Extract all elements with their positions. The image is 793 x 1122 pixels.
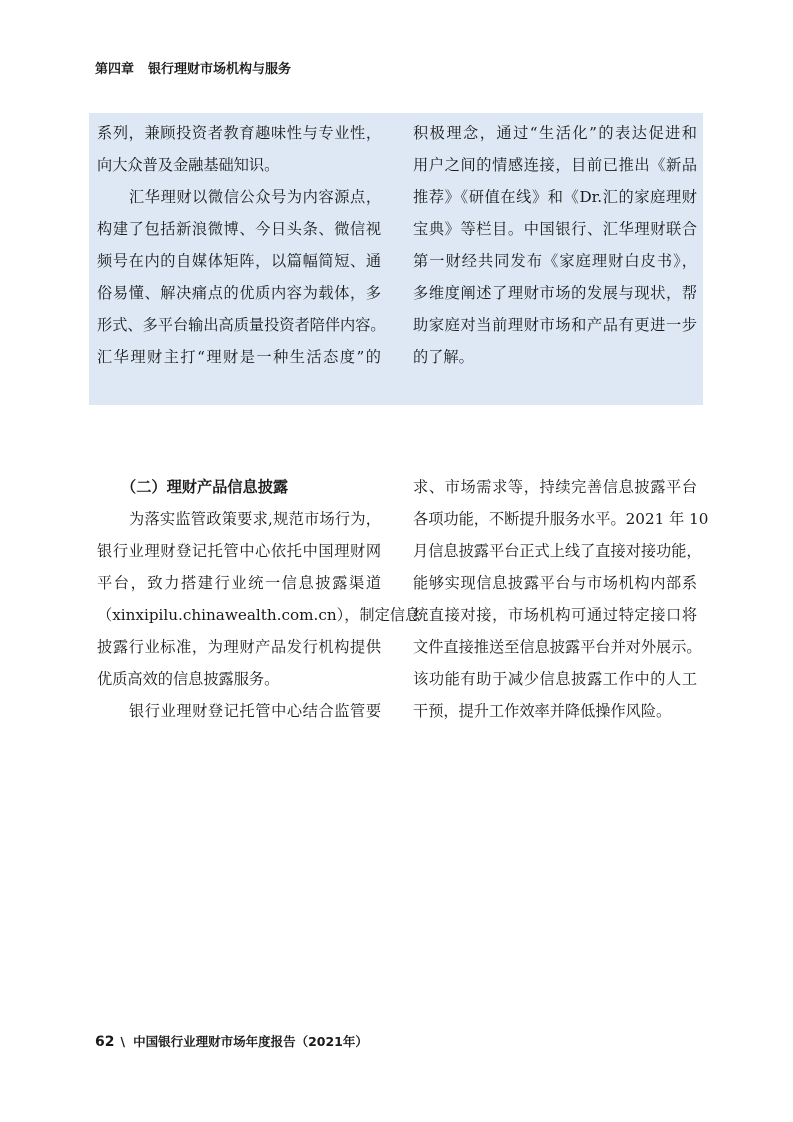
text-line: 文件直接推送至信息披露平台并对外展示。 [413,638,702,656]
text-line: 披露行业标准，为理财产品发行机构提供 [97,638,381,656]
text-line: 第一财经共同发布《家庭理财白皮书》， [413,252,697,270]
section-right-column [413,471,709,727]
page-footer [95,1032,368,1050]
text-line: 推荐》《研值在线》和《Dr.汇的家庭理财 [413,188,697,206]
text-line: 该功能有助于减少信息披露工作中的人工 [413,670,697,688]
text-line: 能够实现信息披露平台与市场机构内部系 [413,574,697,592]
text-line: 用户之间的情感连接，目前已推出《新品 [413,156,697,174]
chapter-label: 第四章 [95,62,135,77]
page-number: 62 [95,1034,115,1050]
text-line: 优质高效的信息披露服务。 [97,670,280,688]
text-line: 宝典》等栏目。中国银行、汇华理财联合 [413,220,697,238]
text-line: 银行业理财登记托管中心依托中国理财网 [97,542,381,560]
text-line: 的了解。 [413,348,474,366]
text-line: 银行业理财登记托管中心结合监管要 [129,702,381,720]
text-line: 俗易懂、解决痛点的优质内容为载体，多 [97,284,381,302]
section-left-column [97,471,421,727]
footer-separator: \ [120,1034,126,1049]
text-line: 形式、多平台输出高质量投资者陪伴内容。 [97,316,386,334]
running-header [95,58,291,77]
text-line: 为落实监管政策要求,规范市场行为， [129,510,381,528]
text-line: 平台，致力搭建行业统一信息披露渠道 [97,574,381,592]
text-line: 系列，兼顾投资者教育趣味性与专业性， [97,124,381,142]
section-heading: （二）理财产品信息披露 [121,478,289,496]
text-line: 频号在内的自媒体矩阵，以篇幅简短、通 [97,252,381,270]
text-line: 求、市场需求等，持续完善信息披露平台 [413,478,697,496]
text-line: 向大众普及金融基础知识。 [97,156,280,174]
text-line: 助家庭对当前理财市场和产品有更进一步 [413,316,697,334]
text-line: 多维度阐述了理财市场的发展与现状，帮 [413,284,697,302]
text-line: 汇华理财以微信公众号为内容源点， [129,188,381,206]
box-left-column [97,117,386,373]
text-line: 构建了包括新浪微博、今日头条、微信视 [97,220,381,238]
text-line: 统直接对接，市场机构可通过特定接口将 [413,606,697,624]
text-line: 积极理念，通过“生活化”的表达促进和 [413,124,697,142]
text-line: 月信息披露平台正式上线了直接对接功能， [413,542,702,560]
text-line: 各项功能，不断提升服务水平。2021 年 10 [413,510,709,528]
box-right-column [413,117,697,373]
text-line: 干预，提升工作效率并降低操作风险。 [413,702,672,720]
chapter-title: 银行理财市场机构与服务 [148,62,292,77]
report-title: 中国银行业理财市场年度报告（2021年） [133,1034,368,1049]
text-line: 汇华理财主打“理财是一种生活态度”的 [97,348,381,366]
text-line: （xinxipilu.chinawealth.com.cn），制定信息 [97,606,421,624]
